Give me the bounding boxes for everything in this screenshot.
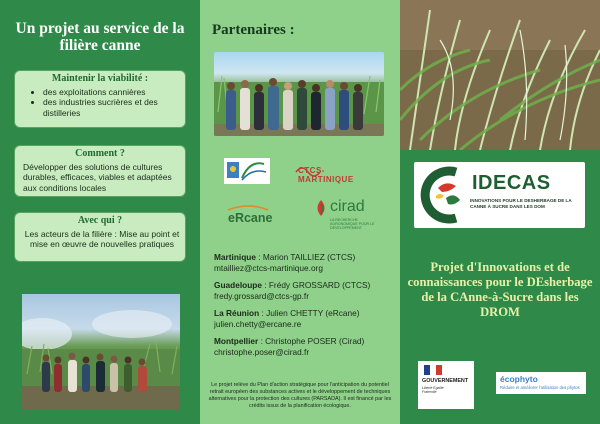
funding-footnote: Le projet relève du Plan d'action stratégique pour l'anticipation du potentiel retrait européen des substances actives et le développement de techniques alternatives pour la protection des cultures (PARSADA). Il est financé par les crédits issus de la planification écologique. xyxy=(208,382,392,409)
ercane-logo-text: eRcane xyxy=(228,211,273,225)
with-whom-box xyxy=(14,212,186,262)
government-motto: Liberté Égalité Fraternité xyxy=(422,386,444,394)
partner-logo-ercane xyxy=(222,204,274,228)
with-whom-text: Les acteurs de la filière : Mise au point et mise en œuvre de nouvelles pratiques xyxy=(24,228,180,249)
partners-title: Partenaires : xyxy=(212,22,295,38)
government-name: GOUVERNEMENT xyxy=(422,378,469,384)
viability-title: Maintenir la viabilité : xyxy=(51,73,149,84)
contact-reunion xyxy=(214,308,394,330)
contact-name: : Marion TAILLIEZ (CTCS) xyxy=(255,252,356,262)
partner-logo-ctcs xyxy=(294,162,378,184)
contacts-list xyxy=(214,252,394,364)
panel-right xyxy=(400,0,600,424)
contact-name: : Frédy GROSSARD (CTCS) xyxy=(261,280,371,290)
sugarcane-photo xyxy=(400,0,600,150)
contact-email[interactable]: christophe.poser@cirad.fr xyxy=(214,347,310,357)
contact-name: : Julien CHETTY (eRcane) xyxy=(259,308,360,318)
project-title: Projet d'Innovations et de connaissances pour le DEsherbage de la CAnne-à-Sucre dans les DROM xyxy=(407,260,593,319)
cirad-logo-text: cirad xyxy=(330,198,365,215)
viability-box xyxy=(14,70,186,128)
contact-email[interactable]: mtailliez@ctcs-martinique.org xyxy=(214,263,323,273)
idecas-logo-title: IDECAS xyxy=(472,172,551,194)
panel-middle xyxy=(200,0,400,424)
idecas-logo-subtitle: INNOVATIONS POUR LE DESHERBAGE DE LA CANNE À SUCRE DANS LES DOM xyxy=(470,198,572,209)
contact-email[interactable]: julien.chetty@ercane.re xyxy=(214,319,302,329)
contact-guadeloupe xyxy=(214,280,394,302)
partner-logo-guadeloupe xyxy=(224,158,270,184)
contact-region: Guadeloupe xyxy=(214,280,262,290)
how-title: Comment ? xyxy=(75,148,125,159)
panel-left xyxy=(0,0,200,424)
partner-logo-cirad xyxy=(312,196,382,232)
ecophyto-name: écophyto xyxy=(500,374,538,384)
contact-name: : Christophe POSER (Cirad) xyxy=(258,336,365,346)
how-box xyxy=(14,145,186,197)
with-whom-title: Avec qui ? xyxy=(77,215,123,226)
list-item: • des exploitations cannières xyxy=(43,87,185,98)
idecas-logo-card xyxy=(414,162,585,228)
contact-martinique xyxy=(214,252,394,274)
viability-list xyxy=(15,87,185,119)
ctcs-logo-text: CTCS-MARTINIQUE xyxy=(298,166,354,184)
contact-region: La Réunion xyxy=(214,308,260,318)
contact-montpellier xyxy=(214,336,394,358)
government-logo xyxy=(418,361,474,409)
partners-group-photo xyxy=(214,52,384,136)
how-text: Développer des solutions de cultures durables, efficaces, viables et adaptées aux conditions locales xyxy=(23,161,172,193)
ecophyto-tagline: Réduire et améliorer l'utilisation des phytos xyxy=(500,385,580,390)
list-item: • des industries sucrières et des distilleries xyxy=(43,97,185,118)
contact-region: Montpellier xyxy=(214,336,259,346)
ecophyto-logo xyxy=(496,372,586,394)
headline: Un projet au service de la filière canne xyxy=(15,20,185,54)
cirad-logo-subtitle: LA RECHERCHE AGRONOMIQUE POUR LE DÉVELOPPEMENT xyxy=(330,218,375,230)
contact-region: Martinique xyxy=(214,252,256,262)
contact-email[interactable]: fredy.grossard@ctcs-gp.fr xyxy=(214,291,309,301)
field-visit-photo xyxy=(22,294,180,410)
